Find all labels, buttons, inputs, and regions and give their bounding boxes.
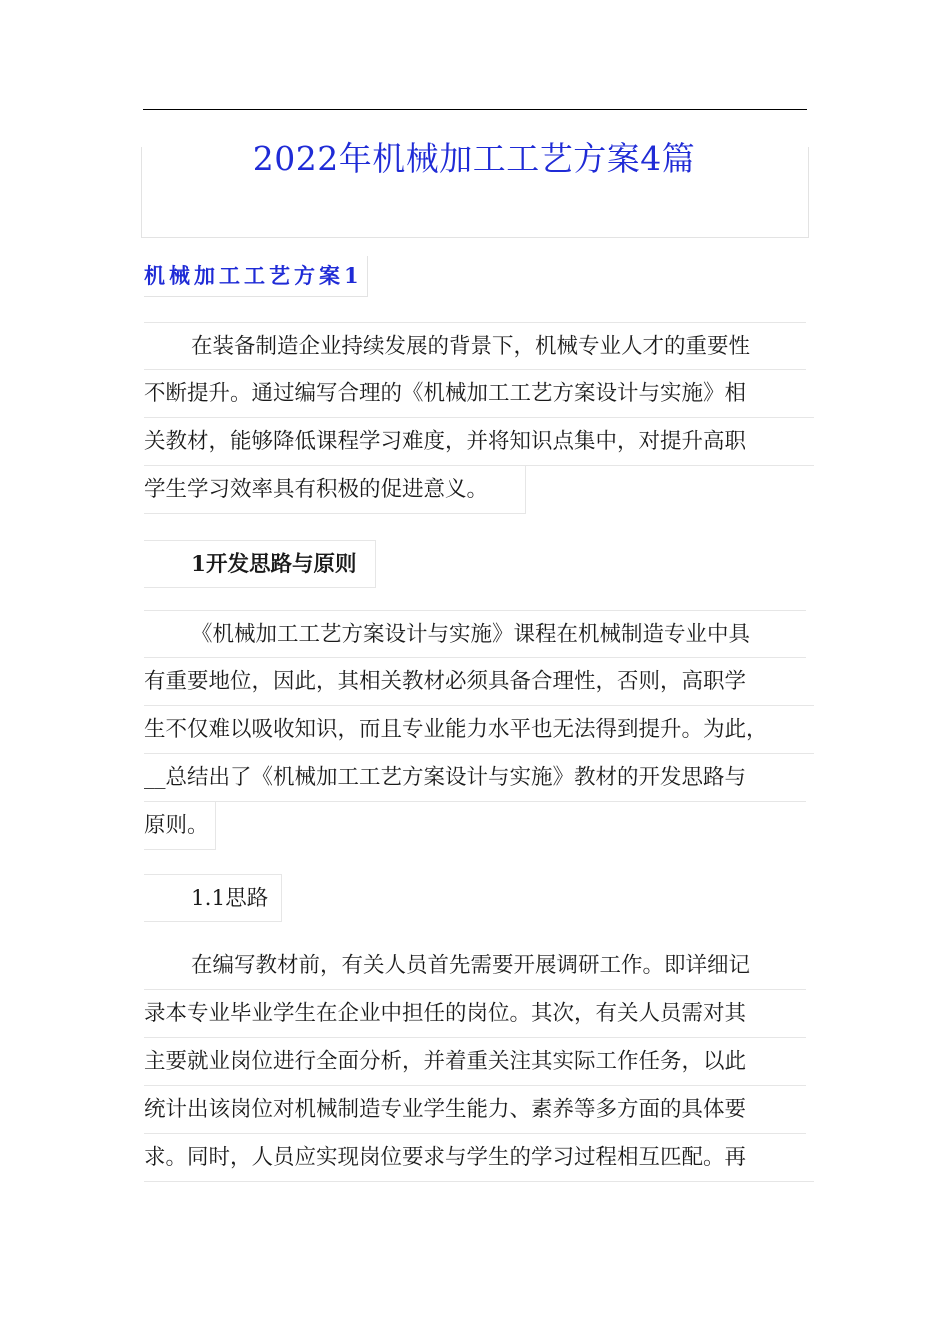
paragraph-3-line-1: 在编写教材前，有关人员首先需要开展调研工作。即详细记 (144, 942, 806, 990)
paragraph-2-line-4: __总结出了《机械加工工艺方案设计与实施》教材的开发思路与 (144, 754, 806, 802)
heading-2: 1.1思路 (144, 874, 282, 922)
paragraph-3-line-2: 录本专业毕业学生在企业中担任的岗位。其次，有关人员需对其 (144, 990, 806, 1038)
paragraph-1-line-4: 学生学习效率具有积极的促进意义。 (144, 466, 526, 514)
section-title: 机械加工工艺方案1 (144, 256, 368, 297)
paragraph-1-line-1: 在装备制造企业持续发展的背景下，机械专业人才的重要性 (144, 322, 806, 370)
top-rule (143, 109, 807, 110)
paragraph-2-line-3: 生不仅难以吸收知识，而且专业能力水平也无法得到提升。为此， (144, 706, 814, 754)
paragraph-3-line-5: 求。同时，人员应实现岗位要求与学生的学习过程相互匹配。再 (144, 1134, 814, 1182)
paragraph-3-line-4: 统计出该岗位对机械制造专业学生能力、素养等多方面的具体要 (144, 1086, 806, 1134)
paragraph-3-line-3: 主要就业岗位进行全面分析，并着重关注其实际工作任务，以此 (144, 1038, 806, 1086)
paragraph-2-line-5: 原则。 (144, 802, 216, 850)
paragraph-1-line-3: 关教材，能够降低课程学习难度，并将知识点集中，对提升高职 (144, 418, 814, 466)
paragraph-1-line-2: 不断提升。通过编写合理的《机械加工工艺方案设计与实施》相 (144, 370, 814, 418)
paragraph-2-line-1: 《机械加工工艺方案设计与实施》课程在机械制造专业中具 (144, 610, 806, 658)
heading-1: 1开发思路与原则 (144, 540, 376, 588)
document-title: 2022年机械加工工艺方案4篇 (252, 139, 696, 178)
paragraph-2-line-2: 有重要地位，因此，其相关教材必须具备合理性，否则，高职学 (144, 658, 814, 706)
